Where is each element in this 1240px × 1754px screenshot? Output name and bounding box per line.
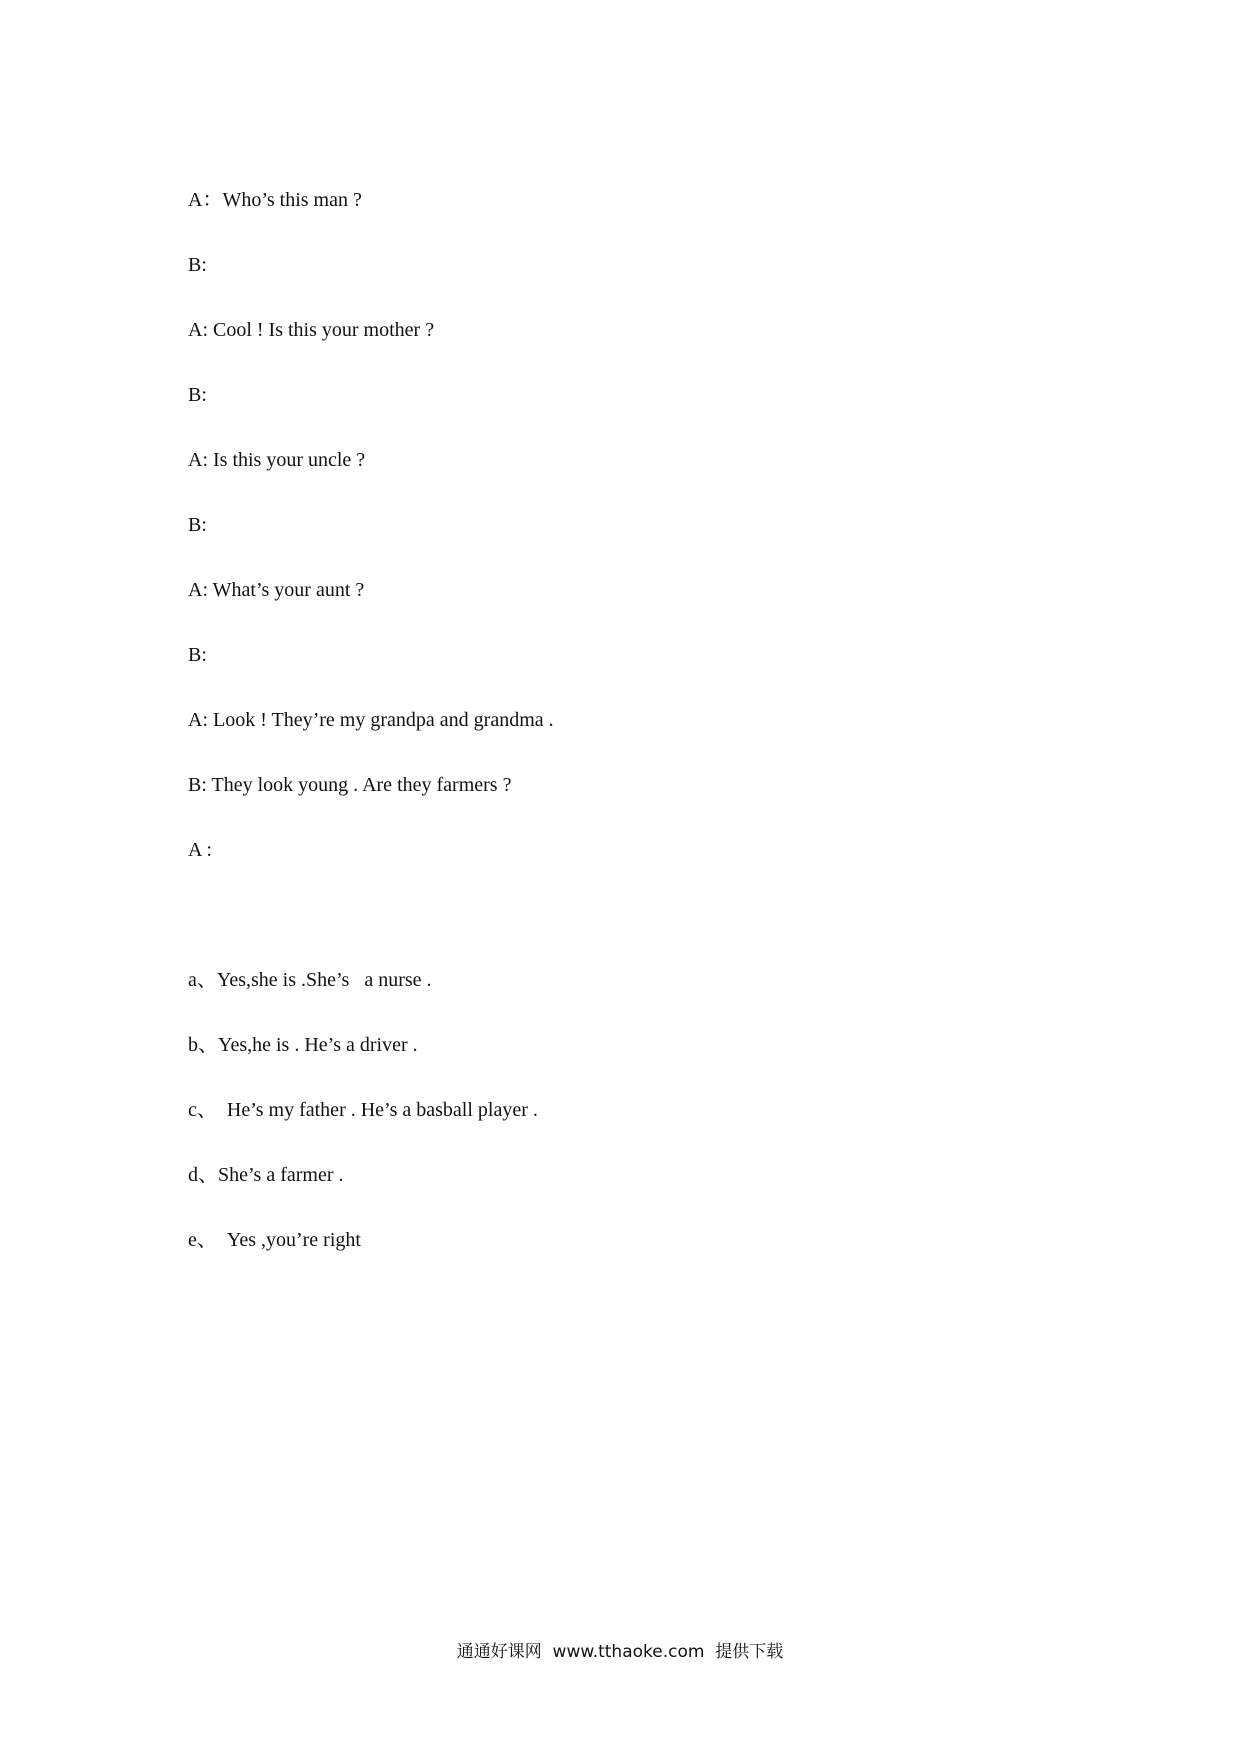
option-item: a、Yes,she is .She’s a nurse . [188,969,432,991]
dialogue-line: A: Is this your uncle ? [188,449,366,471]
dialogue-line: B: They look young . Are they farmers ? [188,774,512,796]
dialogue-line: B: [188,644,207,666]
dialogue-line: A: Look ! They’re my grandpa and grandma . [188,709,554,731]
option-item: e、 Yes ,you’re right [188,1229,361,1251]
dialogue-line: A : [188,839,212,861]
dialogue-line: B: [188,514,207,536]
dialogue-line: A: Cool ! Is this your mother ? [188,319,435,341]
option-item: c、 He’s my father . He’s a basball player . [188,1099,538,1121]
option-item: d、She’s a farmer . [188,1164,344,1186]
option-item: b、Yes,he is . He’s a driver . [188,1034,418,1056]
dialogue-line: A: What’s your aunt ? [188,579,365,601]
dialogue-line: A：Who’s this man ? [188,189,362,211]
dialogue-line: B: [188,384,207,406]
dialogue-line: B: [188,254,207,276]
footer-text: 通通好课网 www.tthaoke.com 提供下载 [456,1642,784,1662]
